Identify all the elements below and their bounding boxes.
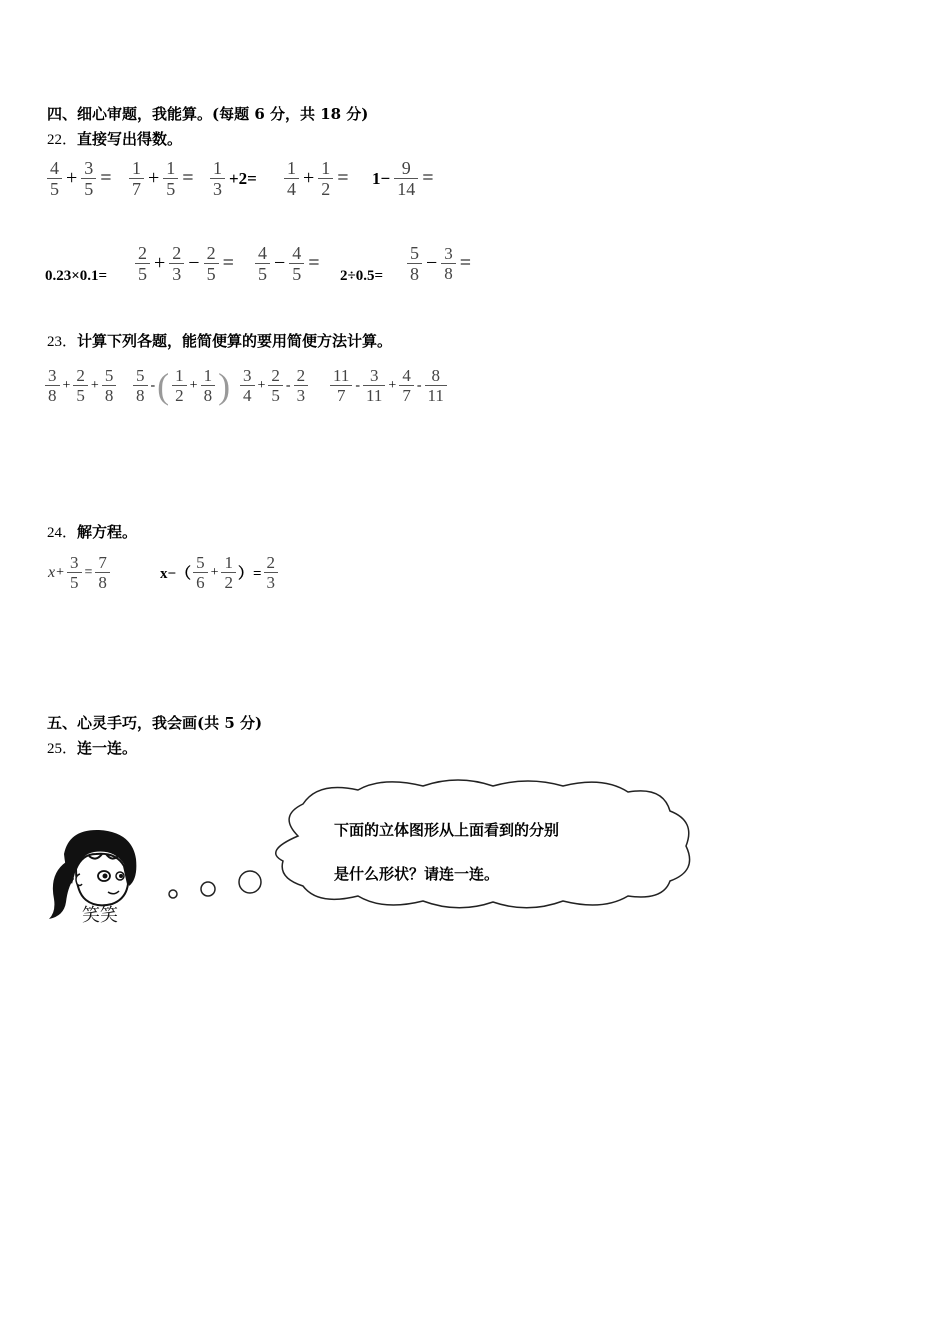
question-24-header: [47, 521, 137, 542]
question-title: 计算下列各题，能简便算的要用简便方法计算。: [77, 332, 393, 350]
fraction: $\frac{3}{8}$: [45, 366, 60, 405]
q22-expr-6: 0.23×0.1=: [45, 268, 108, 284]
fraction: $\frac{5}{8}$: [407, 243, 422, 284]
fraction: $\frac{4}{5}$: [255, 243, 270, 284]
fraction: $\frac{5}{6}$: [193, 553, 208, 592]
fraction: $\frac{2}{5}$: [268, 366, 283, 405]
question-number: 24．: [47, 525, 78, 541]
fraction: $\frac{9}{14}$: [394, 158, 418, 199]
fraction: $\frac{5}{8}$: [102, 366, 117, 405]
fraction: $\frac{3}{11}$: [363, 366, 385, 405]
fraction: $\frac{4}{5}$: [289, 243, 304, 284]
fraction: $\frac{4}{5}$: [47, 158, 62, 199]
q23-expr-2: $\frac{5}{8}$ - ( $\frac{1}{2}$ + $\frac{1}{8}$ ): [131, 366, 231, 405]
thought-cloud: [258, 776, 698, 916]
fraction: $\frac{1}{2}$: [221, 553, 236, 592]
fraction: $\frac{2}{5}$: [73, 366, 88, 405]
fraction: $\frac{7}{8}$: [95, 553, 110, 592]
fraction: $\frac{3}{5}$: [81, 158, 96, 199]
fraction: $\frac{3}{5}$: [67, 553, 82, 592]
q23-expr-3: $\frac{3}{4}$ + $\frac{2}{5}$ - $\frac{2}{3}$: [238, 366, 310, 405]
fraction: $\frac{2}{5}$: [135, 243, 150, 284]
fraction: $\frac{1}{2}$: [318, 158, 333, 199]
question-number: 23．: [47, 334, 78, 350]
q22-expr-8: $\frac{4}{5}$ − $\frac{4}{5}$ =: [253, 243, 322, 284]
fraction: $\frac{3}{4}$: [240, 366, 255, 405]
question-title: 解方程。: [77, 523, 138, 541]
fraction: $\frac{11}{7}$: [330, 366, 352, 405]
section-5-title: 五、心灵手巧，我会画(共 5 分): [47, 714, 263, 732]
q23-expr-1: $\frac{3}{8}$ + $\frac{2}{5}$ + $\frac{5}{8}$: [43, 366, 118, 405]
question-number: 22．: [47, 132, 78, 148]
fraction: $\frac{1}{2}$: [172, 366, 187, 405]
question-23-header: [47, 330, 392, 351]
fraction: $\frac{2}{3}$: [294, 366, 309, 405]
q22-expr-2: $\frac{1}{7}$ + $\frac{1}{5}$ =: [127, 158, 196, 199]
thought-bubble-trail: [162, 866, 266, 906]
fraction: $\frac{4}{7}$: [399, 366, 414, 405]
q23-expr-4: $\frac{11}{7}$ - $\frac{3}{11}$ + $\frac{4}{7}$ - $\frac{8}{11}$: [328, 366, 449, 405]
question-25-header: [47, 737, 137, 758]
girl-character-illustration: [44, 824, 154, 928]
thought-cloud-text-line-1: 下面的立体图形从上面看到的分别: [334, 821, 560, 839]
fraction: $\frac{3}{8}$: [441, 244, 456, 283]
question-title: 直接写出得数。: [77, 130, 183, 148]
fraction: $\frac{1}{3}$: [210, 158, 225, 199]
question-title: 连一连。: [77, 739, 138, 757]
q22-expr-7: $\frac{2}{5}$ + $\frac{2}{3}$ − $\frac{2}{5}$ =: [133, 243, 236, 284]
q22-expr-1: $\frac{4}{5}$ + $\frac{3}{5}$ =: [45, 158, 114, 199]
thought-cloud-text-line-2: 是什么形状？请连一连。: [334, 865, 500, 883]
q22-expr-5: 1− $\frac{9}{14}$ =: [372, 158, 434, 199]
fraction: $\frac{1}{5}$: [163, 158, 178, 199]
question-22-header: [47, 128, 182, 149]
fraction: $\frac{2}{3}$: [264, 553, 279, 592]
q24-equation-2: x−（ $\frac{5}{6}$ + $\frac{1}{2}$ ）= $\frac{2}{3}$: [160, 553, 280, 592]
fraction: $\frac{2}{5}$: [204, 243, 219, 284]
fraction: $\frac{5}{8}$: [133, 366, 148, 405]
q22-expr-10: $\frac{5}{8}$ − $\frac{3}{8}$ =: [405, 243, 473, 284]
fraction: $\frac{2}{3}$: [169, 243, 184, 284]
section-4-title: 四、细心审题，我能算。(每题 6 分，共 18 分): [47, 105, 369, 123]
question-number: 25．: [47, 741, 78, 757]
fraction: $\frac{1}{7}$: [129, 158, 144, 199]
q22-expr-3: $\frac{1}{3}$ +2=: [208, 158, 259, 199]
q22-expr-4: $\frac{1}{4}$ + $\frac{1}{2}$ =: [282, 158, 351, 199]
q24-equation-1: x + $\frac{3}{5}$ = $\frac{7}{8}$: [48, 553, 112, 592]
fraction: $\frac{1}{4}$: [284, 158, 299, 199]
character-name-label: 笑笑: [82, 905, 118, 926]
q22-expr-9: 2÷0.5=: [340, 268, 384, 284]
fraction: $\frac{1}{8}$: [201, 366, 216, 405]
fraction: $\frac{8}{11}$: [425, 366, 447, 405]
